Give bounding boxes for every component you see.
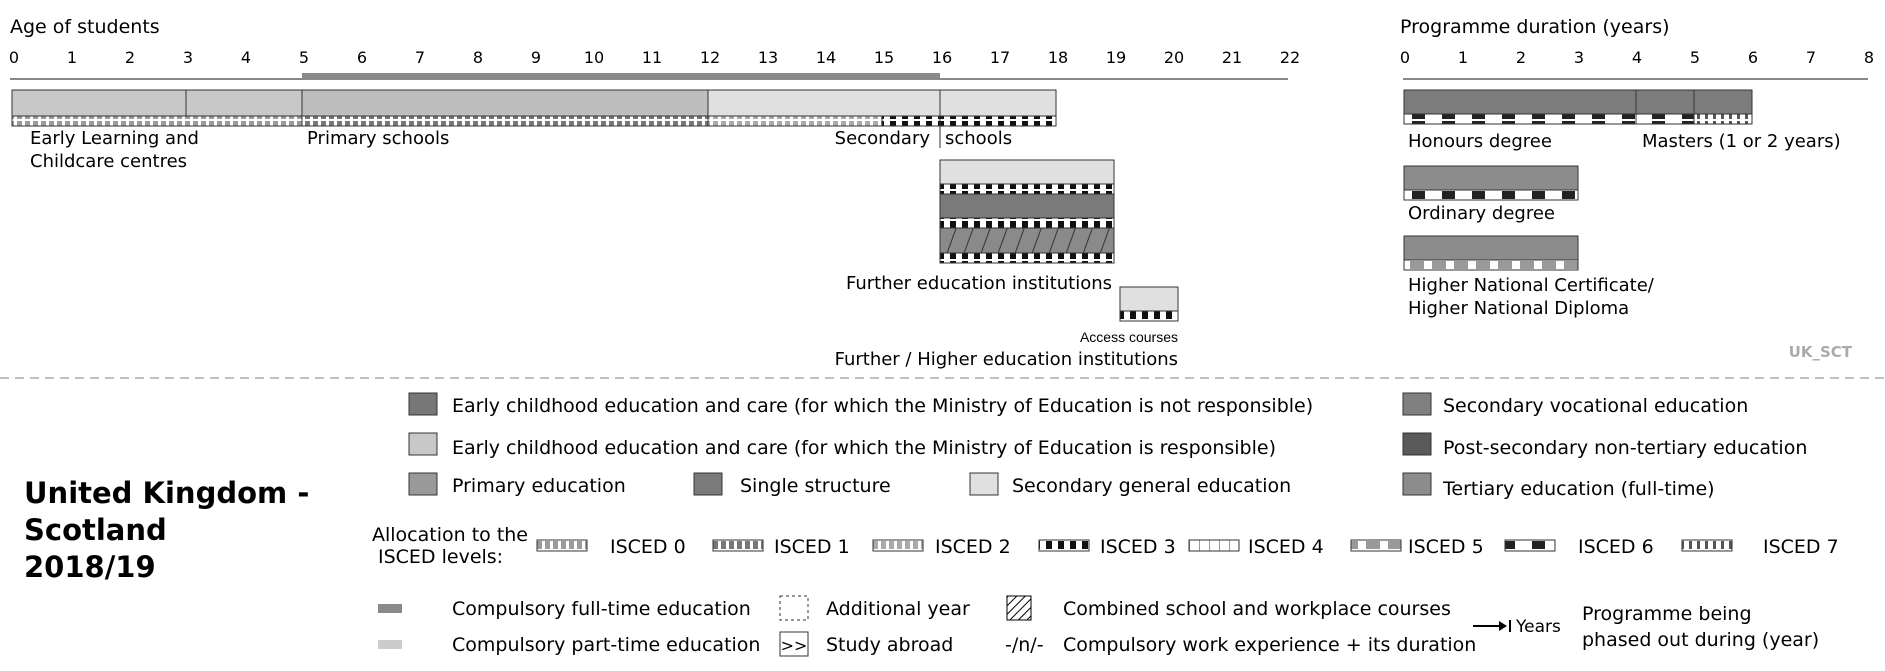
age-tick: 19	[1105, 48, 1127, 67]
bar-primary	[302, 90, 708, 116]
swatch-isced1	[713, 540, 763, 551]
legend-post-secondary: Post-secondary non-tertiary education	[1443, 437, 1808, 459]
age-tick: 13	[757, 48, 779, 67]
label-ordinary: Ordinary degree	[1408, 203, 1555, 224]
age-tick: 17	[989, 48, 1011, 67]
country-line3: 2018/19	[24, 550, 156, 584]
legend-secondary-general: Secondary general education	[1012, 475, 1292, 497]
legend-primary: Primary education	[452, 475, 626, 497]
legend-allocation-2: ISCED levels:	[378, 546, 504, 568]
compulsory-fulltime-bar	[302, 73, 940, 80]
legend-isced1: ISCED 1	[774, 536, 850, 558]
swatch-isced0	[537, 540, 587, 551]
legend	[372, 393, 1839, 656]
label-honours: Honours degree	[1408, 131, 1552, 152]
swatch-isced7	[1682, 540, 1732, 551]
code-label: UK_SCT	[1788, 343, 1852, 361]
strip-masters-2	[1694, 114, 1752, 124]
age-tick: 4	[240, 48, 252, 67]
age-tick: 20	[1163, 48, 1185, 67]
strip-masters-1	[1636, 114, 1694, 124]
strip-access	[1120, 311, 1178, 321]
age-tick: 9	[530, 48, 542, 67]
legend-additional-year: Additional year	[826, 598, 970, 620]
legend-ecec-not-moe: Early childhood education and care (for which the Ministry of Education is not responsible)	[452, 395, 1314, 417]
age-tick: 11	[641, 48, 663, 67]
study-abroad-symbol: >>	[780, 636, 808, 655]
strip-isced3-a	[882, 116, 940, 126]
swatch-compulsory-pt	[378, 640, 402, 649]
label-primary: Primary schools	[307, 128, 450, 149]
bar-honours	[1404, 90, 1636, 114]
duration-tick: 5	[1689, 48, 1701, 67]
age-axis-ticks	[9, 48, 1300, 67]
bar-hnc	[1404, 236, 1578, 260]
swatch-post-secondary	[1403, 433, 1431, 455]
duration-tick: 1	[1457, 48, 1469, 67]
swatch-primary	[409, 473, 437, 495]
duration-tick: 8	[1863, 48, 1875, 67]
swatch-combined	[1007, 596, 1031, 620]
legend-combined: Combined school and workplace courses	[1063, 598, 1451, 620]
swatch-isced4	[1189, 540, 1239, 551]
legend-years-symbol: Years	[1516, 617, 1561, 637]
strip-isced1	[302, 116, 708, 126]
age-tick: 10	[583, 48, 605, 67]
age-axis-title: Age of students	[10, 16, 160, 38]
label-access: Access courses	[1079, 329, 1178, 345]
legend-compulsory-ft: Compulsory full-time education	[452, 598, 751, 620]
strip-isced2	[708, 116, 882, 126]
bar-masters-1	[1636, 90, 1694, 114]
strip-fe-2	[940, 218, 1114, 228]
age-tick: 1	[66, 48, 78, 67]
legend-ecec-moe: Early childhood education and care (for which the Ministry of Education is responsible)	[452, 437, 1276, 459]
duration-tick: 4	[1631, 48, 1643, 67]
legend-isced3: ISCED 3	[1100, 536, 1176, 558]
legend-phased-2: phased out during (year)	[1582, 629, 1820, 651]
swatch-isced3	[1039, 540, 1089, 551]
bar-secondary-lower	[708, 90, 940, 116]
label-elcc-2: Childcare centres	[30, 151, 188, 172]
age-tick: 6	[356, 48, 368, 67]
country-line1: United Kingdom -	[24, 476, 310, 510]
swatch-tertiary	[1403, 473, 1431, 495]
label-masters: Masters (1 or 2 years)	[1642, 131, 1841, 152]
legend-tertiary: Tertiary education (full-time)	[1443, 478, 1715, 500]
strip-hnc	[1404, 260, 1578, 270]
label-hnc-2: Higher National Diploma	[1408, 298, 1630, 319]
label-hnc-1: Higher National Certificate/	[1408, 275, 1654, 296]
legend-allocation-1: Allocation to the	[372, 524, 528, 546]
legend-isced0: ISCED 0	[610, 536, 686, 558]
label-elcc-1: Early Learning and	[30, 128, 199, 149]
age-tick: 22	[1279, 48, 1301, 67]
age-tick: 16	[931, 48, 953, 67]
age-tick: 8	[472, 48, 484, 67]
label-secondary-b: schools	[945, 128, 1013, 149]
strip-honours	[1404, 114, 1636, 124]
duration-axis-title: Programme duration (years)	[1400, 16, 1670, 38]
strip-isced3-b	[940, 116, 1056, 126]
strip-isced0	[12, 116, 302, 126]
age-tick: 2	[124, 48, 136, 67]
bar-ordinary	[1404, 166, 1578, 190]
age-tick: 5	[298, 48, 310, 67]
swatch-single	[694, 473, 722, 495]
duration-tick: 6	[1747, 48, 1759, 67]
legend-secondary-vocational: Secondary vocational education	[1443, 395, 1749, 417]
bar-fe-vocational	[940, 194, 1114, 218]
bar-masters-2	[1694, 90, 1752, 114]
strip-ordinary	[1404, 190, 1578, 200]
label-further-ed: Further education institutions	[845, 273, 1112, 294]
label-further-higher: Further / Higher education institutions	[834, 349, 1178, 370]
age-tick: 0	[8, 48, 20, 67]
work-exp-symbol: -/n/-	[1005, 634, 1044, 656]
duration-tick: 3	[1573, 48, 1585, 67]
label-secondary-a: Secondary	[834, 128, 930, 149]
legend-phased-1: Programme being	[1582, 603, 1752, 625]
duration-tick: 2	[1515, 48, 1527, 67]
swatch-secondary-general	[970, 473, 998, 495]
bar-fe-combined	[940, 228, 1114, 253]
bar-ecec	[12, 90, 302, 116]
legend-isced4: ISCED 4	[1248, 536, 1324, 558]
age-tick: 18	[1047, 48, 1069, 67]
strip-fe-1	[940, 184, 1114, 194]
programme-bars	[1404, 90, 1752, 270]
bar-secondary-upper	[940, 90, 1056, 116]
legend-single: Single structure	[740, 475, 891, 497]
age-tick: 15	[873, 48, 895, 67]
age-tick: 14	[815, 48, 837, 67]
legend-work-exp: Compulsory work experience + its duration	[1063, 634, 1477, 656]
swatch-secondary-vocational	[1403, 393, 1431, 415]
legend-compulsory-pt: Compulsory part-time education	[452, 634, 761, 656]
country-line2: Scotland	[24, 513, 167, 547]
age-tick: 3	[182, 48, 194, 67]
swatch-additional-year	[780, 596, 808, 620]
age-tick: 7	[414, 48, 426, 67]
bar-access	[1120, 287, 1178, 311]
swatch-isced6	[1505, 540, 1555, 551]
legend-study-abroad: Study abroad	[826, 634, 954, 656]
legend-isced7: ISCED 7	[1763, 536, 1839, 558]
arrow-icon	[1473, 620, 1510, 632]
swatch-compulsory-ft	[378, 604, 402, 613]
legend-isced5: ISCED 5	[1408, 536, 1484, 558]
legend-isced6: ISCED 6	[1578, 536, 1654, 558]
swatch-isced2	[873, 540, 923, 551]
swatch-ecec-not-moe	[409, 393, 437, 415]
swatch-ecec-moe	[409, 433, 437, 455]
bar-fe-general	[940, 160, 1114, 184]
strip-fe-3	[940, 253, 1114, 263]
duration-tick: 0	[1399, 48, 1411, 67]
age-tick: 12	[699, 48, 721, 67]
legend-isced2: ISCED 2	[935, 536, 1011, 558]
duration-axis-ticks	[1400, 48, 1874, 67]
duration-tick: 7	[1805, 48, 1817, 67]
age-tick: 21	[1221, 48, 1243, 67]
swatch-isced5	[1351, 540, 1401, 551]
